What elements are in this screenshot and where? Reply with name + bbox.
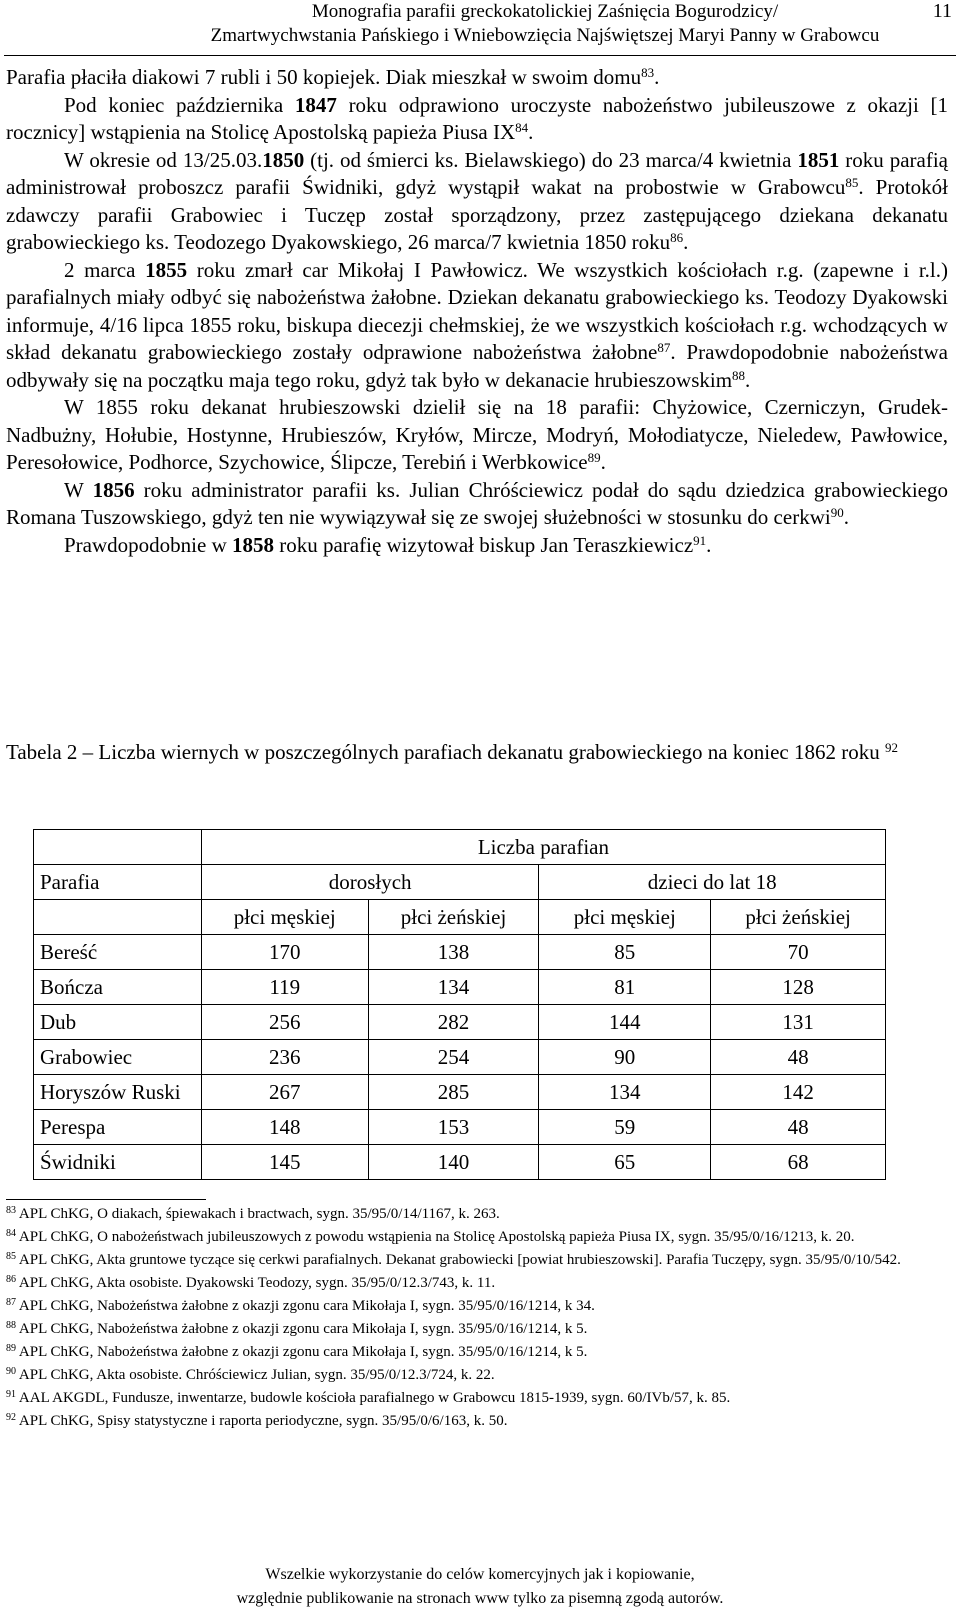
footnote-text: APL ChKG, Nabożeństwa żałobne z okazji zgonu cara Mikołaja I, sygn. 35/95/0/16/1214, k 34. xyxy=(16,1298,595,1314)
count-cell: 81 xyxy=(539,970,711,1005)
footnote-text: APL ChKG, Akta osobiste. Dyakowski Teodozy, sygn. 35/95/0/12.3/743, k. 11. xyxy=(16,1275,496,1291)
running-header xyxy=(150,0,940,48)
parish-name-cell: Bereść xyxy=(34,935,202,970)
parish-name-cell: Horyszów Ruski xyxy=(34,1075,202,1110)
table-header-row xyxy=(34,865,886,900)
parish-name-cell: Grabowiec xyxy=(34,1040,202,1075)
footnote-text: APL ChKG, O nabożeństwach jubileuszowych z powodu wstąpienia na Stolicę Apostolską papieża Piusa IX, sygn. 35/95/0/16/1213, k. 20. xyxy=(16,1229,855,1245)
footnote-ref: 90 xyxy=(830,505,844,520)
body-text xyxy=(6,64,948,559)
table-row xyxy=(34,1145,886,1180)
paragraph-4: 2 marca 1855 roku zmarł car Mikołaj I Pawłowicz. We wszystkich kościołach r.g. (zapewne i r.l.) parafialnych miały odbyć się nabożeństwa żałobne. Dziekan dekanatu grabowieckiego ks. Teodozy Dyakowski informuje, 4/16 lipca 1855 roku, biskupa diecezji chełmskiej, że we wszystkich kościołach r.g. wchodzących w skład dekanatu grabowieckiego zostały odprawione nabożeństwa żałobne$^{87}$. Prawdopodobnie nabożeństwa odbywały się na początku maja tego roku, gdyż tak było w dekanacie hrubieszowskim$^{88}$. xyxy=(6,257,949,392)
count-cell: 48 xyxy=(711,1040,886,1075)
table-row xyxy=(34,970,886,1005)
footnote xyxy=(6,1228,948,1247)
table-row xyxy=(34,1110,886,1145)
footnote xyxy=(6,1274,948,1293)
count-cell: 140 xyxy=(368,1145,539,1180)
paragraph-3: W okresie od 13/25.03.1850 (tj. od śmierci ks. Bielawskiego) do 23 marca/4 kwietnia 1851 roku parafią administrował proboszcz parafii Świdniki, gdyż wystąpił wakat na probostwie w Grabowcu$^{85}$. Protokół zdawczy parafii Grabowiec i Tuczęp został sporządzony, przez zastępującego dziekana dekanatu grabowieckiego ks. Teodozego Dyakowskiego, 26 marca/7 kwietnia 1850 roku$^{86}$. xyxy=(6,147,948,254)
footnote-ref: 85 xyxy=(845,175,859,190)
count-cell: 70 xyxy=(711,935,886,970)
count-cell: 285 xyxy=(368,1075,539,1110)
header-cell: dorosłych xyxy=(201,865,539,900)
footnote xyxy=(6,1320,948,1339)
parishioners-table xyxy=(33,829,886,1180)
footnote-ref: 87 xyxy=(657,340,671,355)
footnote-ref: 91 xyxy=(693,532,707,548)
count-cell: 138 xyxy=(368,935,539,970)
parish-name-cell: Dub xyxy=(34,1005,202,1040)
footnote-text: APL ChKG, Akta osobiste. Chróściewicz Julian, sygn. 35/95/0/12.3/724, k. 22. xyxy=(16,1367,495,1383)
table-header-row xyxy=(34,900,886,935)
parish-name-cell: Bończa xyxy=(34,970,202,1005)
count-cell: 85 xyxy=(539,935,711,970)
count-cell: 254 xyxy=(368,1040,539,1075)
count-cell: 236 xyxy=(201,1040,368,1075)
footnote-ref: 83 xyxy=(641,65,655,80)
footnote-number: 90 xyxy=(6,1366,16,1377)
table-caption: Tabela 2 – Liczba wiernych w poszczególnych parafiach dekanatu grabowieckiego na koniec 1862 roku $^{92}$ xyxy=(6,740,898,764)
count-cell: 145 xyxy=(201,1145,368,1180)
header-line-2: Zmartwychwstania Pańskiego i Wniebowzięcia Najświętszej Maryi Panny w Grabowcu xyxy=(210,25,880,46)
footnote-number: 85 xyxy=(6,1251,16,1262)
footer-line-2: względnie publikowanie na stronach www tylko za pisemną zgodą autorów. xyxy=(236,1590,724,1607)
footnote-number: 89 xyxy=(6,1343,16,1354)
page-footer xyxy=(100,1563,860,1611)
count-cell: 68 xyxy=(711,1145,886,1180)
footnote-number: 84 xyxy=(6,1228,16,1239)
footnote-number: 88 xyxy=(6,1320,16,1331)
header-cell: płci żeńskiej xyxy=(368,900,539,935)
paragraph-6: W 1856 roku administrator parafii ks. Julian Chróściewicz podał do sądu dziedzica grabowieckiego Romana Tuszowskiego, gdyż ten nie wywiązywał się ze swojej służebności w stosunku do cerkwi$^{90}$. xyxy=(6,477,948,529)
table-row xyxy=(34,1075,886,1110)
count-cell: 256 xyxy=(201,1005,368,1040)
paragraph-2: Pod koniec października 1847 roku odprawiono uroczyste nabożeństwo jubileuszowe z okazji [1 rocznicy] wstąpienia na Stolicę Apostolską papieża Piusa IX$^{84}$. xyxy=(6,92,949,144)
footnote-rule xyxy=(6,1199,206,1200)
paragraph-7: Prawdopodobnie w 1858 roku parafię wizytował biskup Jan Teraszkiewicz$^{91}$. xyxy=(64,532,712,557)
header-cell: płci męskiej xyxy=(201,900,368,935)
table-row xyxy=(34,935,886,970)
footnote-number: 86 xyxy=(6,1274,16,1285)
footnote-number: 83 xyxy=(6,1205,16,1216)
footnote-ref: 92 xyxy=(885,740,898,755)
header-cell: dzieci do lat 18 xyxy=(539,865,886,900)
count-cell: 59 xyxy=(539,1110,711,1145)
footnote-ref: 88 xyxy=(732,367,746,383)
footnote-text: APL ChKG, Spisy statystyczne i raporta periodyczne, sygn. 35/95/0/6/163, k. 50. xyxy=(16,1413,508,1429)
table-row xyxy=(34,1005,886,1040)
footnote xyxy=(6,1389,948,1408)
count-cell: 48 xyxy=(711,1110,886,1145)
table-header-row xyxy=(34,830,886,865)
header-cell: płci męskiej xyxy=(539,900,711,935)
parish-name-cell: Świdniki xyxy=(34,1145,202,1180)
footnote-ref: 86 xyxy=(670,230,684,245)
count-cell: 142 xyxy=(711,1075,886,1110)
count-cell: 282 xyxy=(368,1005,539,1040)
footnote-text: APL ChKG, O diakach, śpiewakach i bractwach, sygn. 35/95/0/14/1167, k. 263. xyxy=(16,1206,500,1222)
count-cell: 148 xyxy=(201,1110,368,1145)
footnotes xyxy=(6,1205,948,1435)
header-cell: Liczba parafian xyxy=(201,830,885,865)
footnote-text: AAL AKGDL, Fundusze, inwentarze, budowle kościoła parafialnego w Grabowcu 1815-1939, sygn. 60/IVb/57, k. 85. xyxy=(16,1390,731,1406)
count-cell: 144 xyxy=(539,1005,711,1040)
count-cell: 134 xyxy=(539,1075,711,1110)
paragraph-1: Parafia płaciła diakowi 7 rubli i 50 kopiejek. Diak mieszkał w swoim domu$^{83}$. xyxy=(6,65,660,89)
footer-line-1: Wszelkie wykorzystanie do celów komercyjnych jak i kopiowanie, xyxy=(265,1566,695,1583)
header-cell: płci żeńskiej xyxy=(711,900,886,935)
footnote xyxy=(6,1343,948,1362)
count-cell: 153 xyxy=(368,1110,539,1145)
footnote-ref: 84 xyxy=(515,120,529,135)
count-cell: 119 xyxy=(201,970,368,1005)
footnote xyxy=(6,1412,948,1431)
footnote-number: 87 xyxy=(6,1297,16,1308)
count-cell: 65 xyxy=(539,1145,711,1180)
count-cell: 267 xyxy=(201,1075,368,1110)
header-rule xyxy=(4,55,956,56)
table-row xyxy=(34,1040,886,1075)
footnote xyxy=(6,1251,948,1270)
footnote-number: 92 xyxy=(6,1412,16,1423)
count-cell: 90 xyxy=(539,1040,711,1075)
footnote-text: APL ChKG, Nabożeństwa żałobne z okazji zgonu cara Mikołaja I, sygn. 35/95/0/16/1214, k 5. xyxy=(16,1321,588,1337)
paragraph-5: W 1855 roku dekanat hrubieszowski dzielił się na 18 parafii: Chyżowice, Czerniczyn, Grudek-Nadbużny, Hołubie, Hostynne, Hrubieszów, Kryłów, Mircze, Modryń, Mołodiatycze, Nieledew, Pawłowice, Peresołowice, Podhorce, Szychowice, Ślipcze, Terebiń i Werbkowice$^{89}$. xyxy=(6,395,948,474)
count-cell: 128 xyxy=(711,970,886,1005)
count-cell: 134 xyxy=(368,970,539,1005)
footnote-text: APL ChKG, Akta gruntowe tyczące się cerkwi parafialnych. Dekanat grabowiecki [powiat hrubieszowski]. Parafia Tuczępy, sygn. 35/95/0/10/542. xyxy=(16,1252,901,1268)
footnote xyxy=(6,1205,948,1224)
header-cell: Parafia xyxy=(34,865,202,900)
header-line-1: Monografia parafii greckokatolickiej Zaśnięcia Bogurodzicy/ xyxy=(311,1,779,22)
footnote xyxy=(6,1366,948,1385)
parish-name-cell: Perespa xyxy=(34,1110,202,1145)
footnote-ref: 89 xyxy=(587,450,601,465)
footnote xyxy=(6,1297,948,1316)
footnote-number: 91 xyxy=(6,1389,16,1400)
page-number: 11 xyxy=(932,0,952,22)
count-cell: 170 xyxy=(201,935,368,970)
count-cell: 131 xyxy=(711,1005,886,1040)
footnote-text: APL ChKG, Nabożeństwa żałobne z okazji zgonu cara Mikołaja I, sygn. 35/95/0/16/1214, k 5. xyxy=(16,1344,588,1360)
